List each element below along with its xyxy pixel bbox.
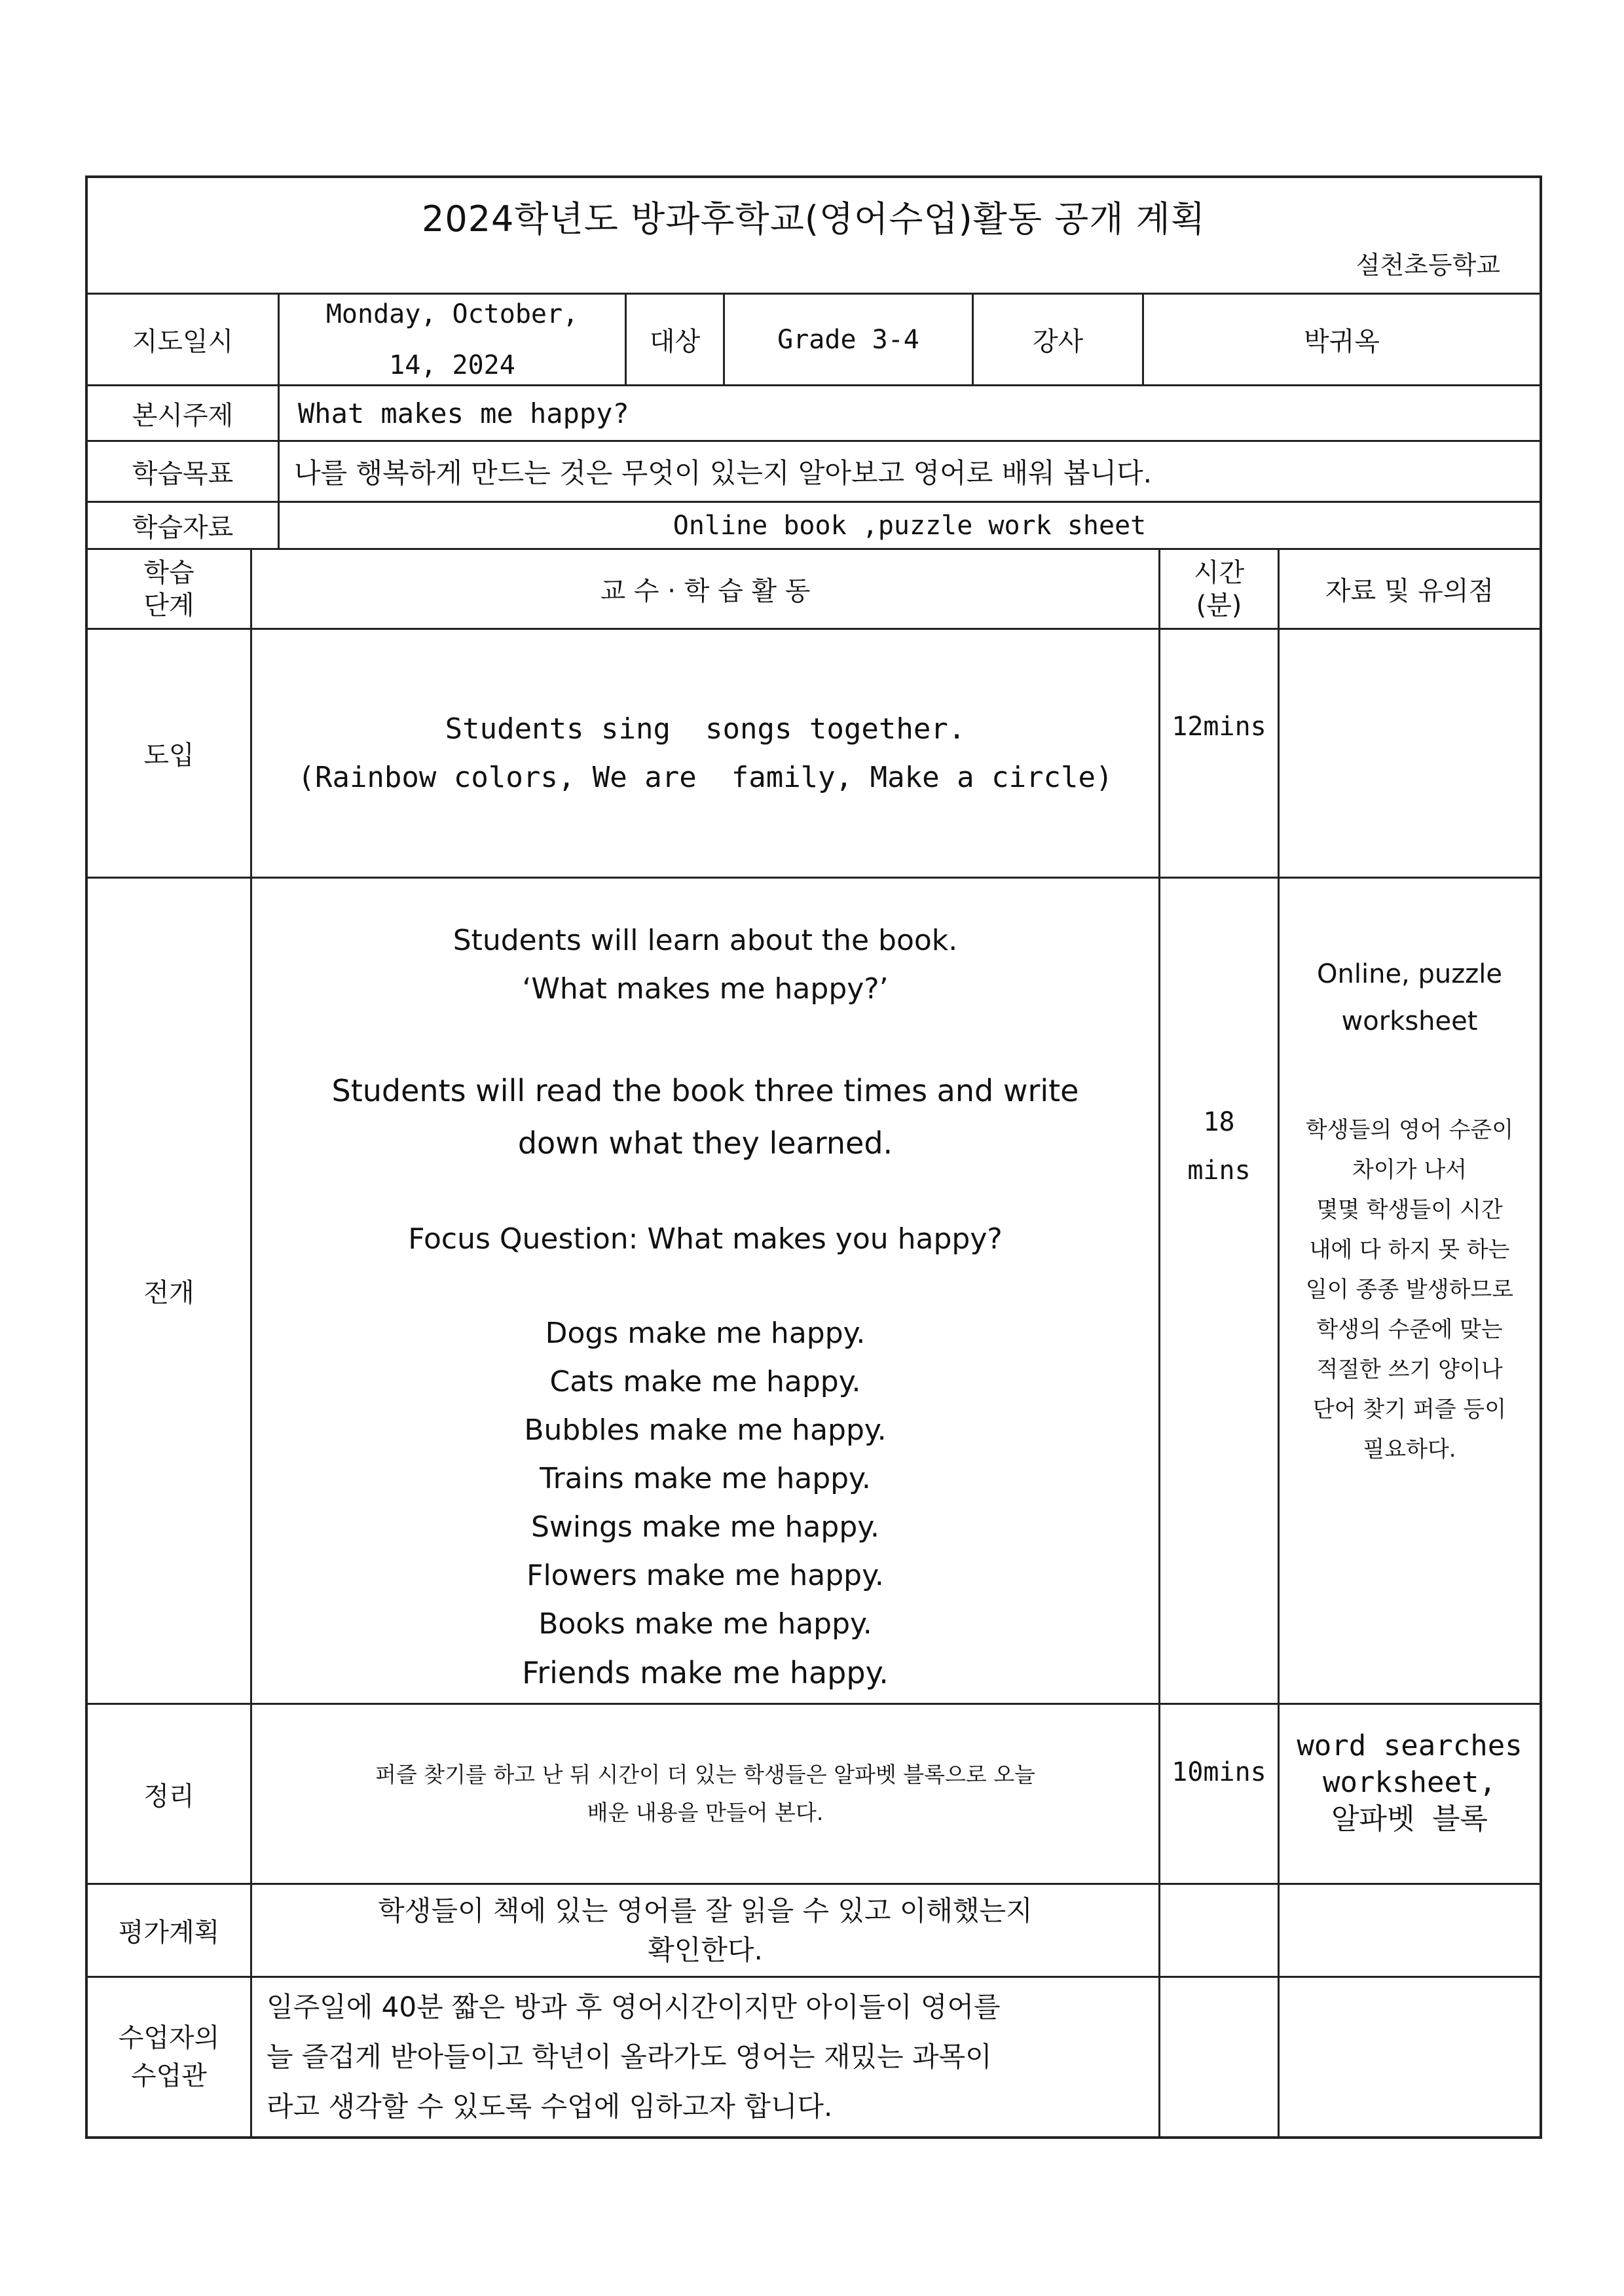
develop-time-line: 18: [1203, 1107, 1235, 1137]
wrapup-stage: 정리: [143, 1781, 194, 1812]
note-line: 몇몇 학생들이 시간: [1316, 1197, 1503, 1223]
sentence-item: Books make me happy.: [538, 1607, 872, 1641]
time-header-line: 시간: [1193, 557, 1245, 588]
lesson-plan-table: [85, 175, 1542, 2139]
develop-time-line: mins: [1187, 1156, 1251, 1186]
target-label: 대상: [625, 295, 723, 384]
intro-line: Students sing songs together.: [445, 712, 966, 746]
develop-material: Online, puzzle: [1317, 959, 1502, 989]
develop-activity: [250, 879, 1158, 1703]
develop-time: [1158, 879, 1278, 1703]
goal-label: 학습목표: [132, 458, 234, 489]
intro-activity: [250, 630, 1158, 877]
sentence-item: Trains make me happy.: [540, 1462, 871, 1495]
wrapup-line: 퍼즐 찾기를 하고 난 뒤 시간이 더 있는 학생들은 알파벳 블록으로 오늘: [375, 1762, 1035, 1787]
evaluation-row: [88, 1883, 1540, 1976]
note-line: 일이 종종 발생하므로: [1305, 1277, 1514, 1303]
materials-value: Online book ,puzzle work sheet: [278, 503, 1540, 548]
teacher-label: 강사: [972, 295, 1142, 384]
page-title: 2024학년도 방과후학교(영어수업)활동 공개 계획: [421, 198, 1206, 240]
goal-value: 나를 행복하게 만드는 것은 무엇이 있는지 알아보고 영어로 배워 봅니다.: [278, 442, 1540, 501]
wrapup-row: [88, 1703, 1540, 1883]
focus-question: Focus Question: What makes you happy?: [408, 1222, 1003, 1256]
develop-text: ‘What makes me happy?’: [522, 972, 889, 1006]
intro-line: (Rainbow colors, We are family, Make a circle): [297, 760, 1113, 794]
intro-stage: 도입: [143, 740, 194, 771]
topic-row: [88, 384, 1540, 440]
topic-label: 본시주제: [132, 400, 234, 431]
sentence-item: Flowers make me happy.: [526, 1559, 884, 1592]
date-line: Monday, October,: [325, 299, 579, 329]
intro-notes: [1278, 630, 1540, 877]
develop-text: Students will read the book three times and write: [331, 1073, 1079, 1108]
philosophy-notes: [1278, 1978, 1540, 2136]
wrapup-note-line: worksheet,: [1323, 1766, 1496, 1799]
philosophy-line: 늘 즐겁게 받아들이고 학년이 올라가도 영어는 재밌는 과목이: [267, 2041, 992, 2073]
sentence-list: [522, 1309, 889, 1697]
wrapup-note-line: 알파벳 블록: [1331, 1802, 1488, 1836]
note-line: 적절한 쓰기 양이나: [1316, 1357, 1503, 1383]
philosophy-value: [250, 1978, 1158, 2136]
evaluation-label: 평가계획: [118, 1918, 220, 1948]
note-line: 학생의 수준에 맞는: [1316, 1317, 1503, 1343]
note-line: 내에 다 하지 못 하는: [1309, 1237, 1510, 1263]
note-line: 단어 찾기 퍼즐 등이: [1312, 1396, 1507, 1423]
note-line: 학생들의 영어 수준이: [1305, 1117, 1514, 1143]
stage-header-line: 단계: [143, 590, 194, 621]
date-line: 14, 2024: [389, 350, 515, 380]
note-line: 차이가 나서: [1352, 1157, 1467, 1183]
develop-stage: 전개: [143, 1278, 194, 1308]
materials-label: 학습자료: [132, 513, 234, 543]
wrapup-line: 배운 내용을 만들어 본다.: [587, 1800, 824, 1825]
date-value: [278, 295, 625, 384]
sentence-item: Swings make me happy.: [530, 1510, 880, 1544]
wrapup-activity: [250, 1705, 1158, 1883]
sentence-item: Cats make me happy.: [549, 1365, 861, 1398]
wrapup-time: 10mins: [1158, 1705, 1278, 1883]
title-row: [88, 178, 1540, 293]
date-label: 지도일시: [132, 327, 234, 357]
time-header: [1158, 550, 1278, 628]
philosophy-label-line: 수업관: [131, 2061, 207, 2091]
philosophy-line: 라고 생각할 수 있도록 수업에 임하고자 합니다.: [267, 2090, 833, 2123]
sentence-item: Friends make me happy.: [522, 1655, 889, 1690]
evaluation-value: [250, 1885, 1158, 1976]
notes-header: 자료 및 유의점: [1278, 550, 1540, 628]
time-header-line: (분): [1196, 590, 1242, 621]
evaluation-time: [1158, 1885, 1278, 1976]
develop-notes: [1278, 879, 1540, 1703]
school-name: 설천초등학교: [1356, 251, 1500, 280]
philosophy-line: 일주일에 40분 짧은 방과 후 영어시간이지만 아이들이 영어를: [267, 1991, 1001, 2023]
evaluation-line: 학생들이 책에 있는 영어를 잘 읽을 수 있고 이해했는지: [378, 1894, 1033, 1927]
wrapup-notes: [1278, 1705, 1540, 1883]
sentence-item: Bubbles make me happy.: [524, 1413, 887, 1447]
stage-header: [88, 550, 250, 628]
develop-note-text: [1306, 1110, 1513, 1470]
philosophy-time: [1158, 1978, 1278, 2136]
develop-row: [88, 877, 1540, 1703]
intro-time: 12mins: [1158, 630, 1278, 877]
develop-text: Students will learn about the book.: [452, 924, 958, 957]
evaluation-line: 확인한다.: [648, 1933, 763, 1966]
philosophy-label: [88, 1978, 250, 2136]
info-row: [88, 293, 1540, 384]
wrapup-note-line: word searches: [1297, 1729, 1522, 1762]
note-line: 필요하다.: [1363, 1436, 1456, 1463]
intro-row: [88, 628, 1540, 877]
table-header-row: [88, 548, 1540, 628]
evaluation-notes: [1278, 1885, 1540, 1976]
sentence-item: Dogs make me happy.: [545, 1317, 866, 1350]
goal-row: [88, 440, 1540, 501]
topic-value: What makes me happy?: [278, 386, 1540, 440]
stage-header-line: 학습: [143, 557, 194, 588]
philosophy-label-line: 수업자의: [118, 2023, 220, 2053]
philosophy-row: [88, 1976, 1540, 2136]
materials-row: [88, 501, 1540, 548]
target-value: Grade 3-4: [723, 295, 972, 384]
teacher-value: 박귀옥: [1142, 295, 1540, 384]
activity-header: 교 수 · 학 습 활 동: [250, 550, 1158, 628]
develop-text: down what they learned.: [517, 1125, 893, 1161]
develop-material: worksheet: [1341, 1006, 1478, 1036]
